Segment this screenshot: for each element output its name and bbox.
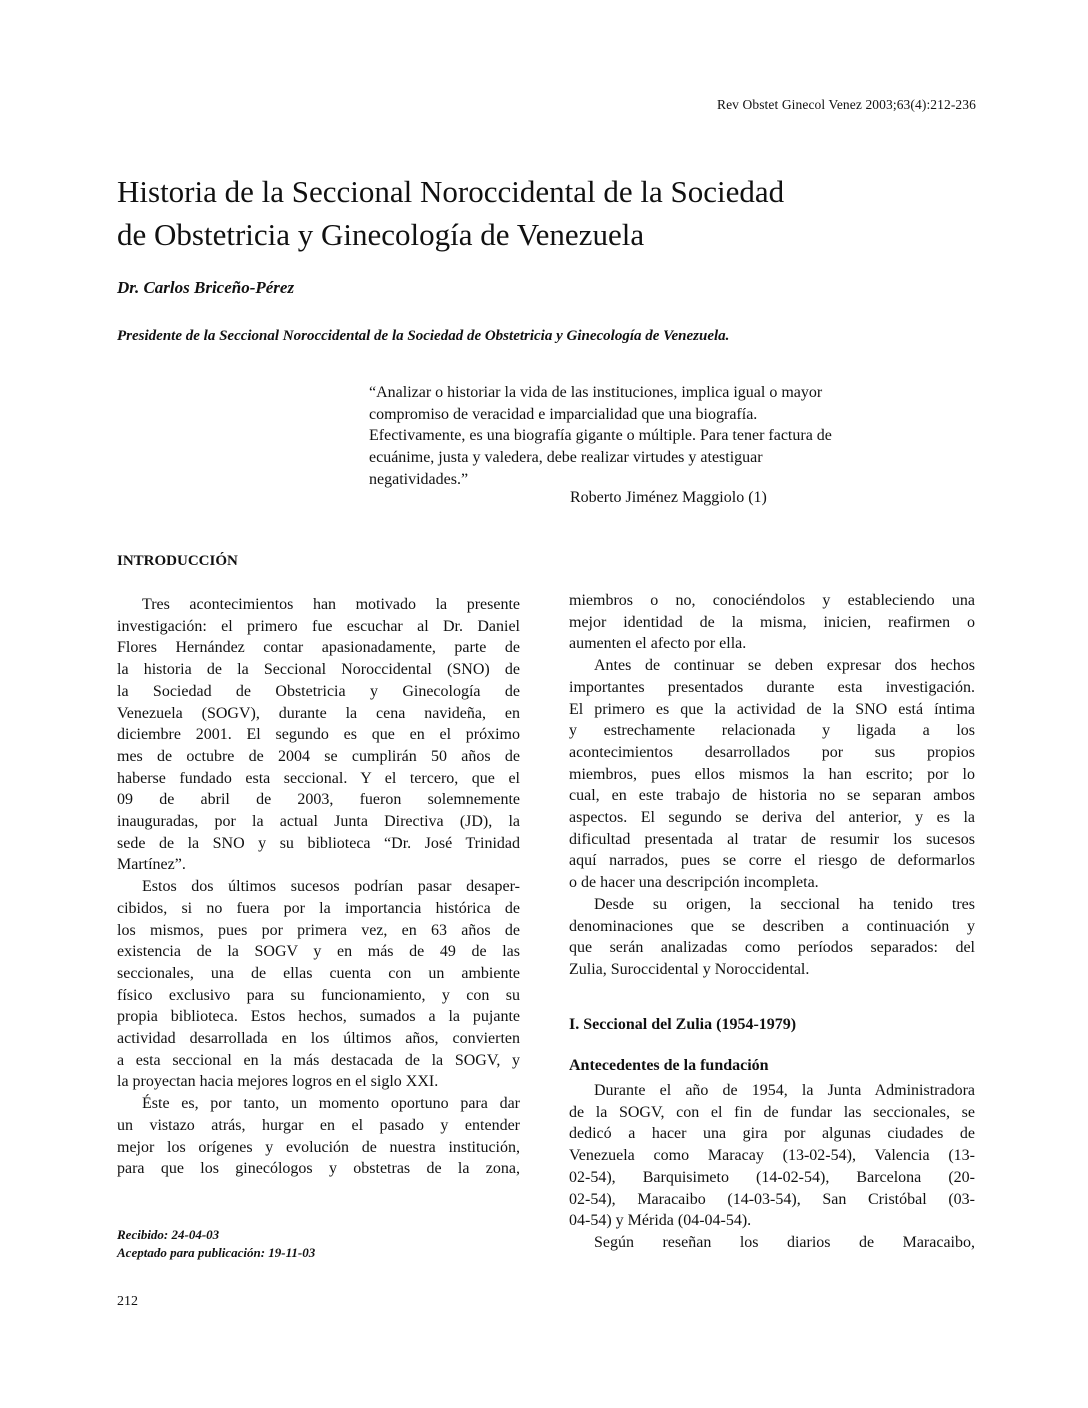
text-line: acontecimientos desarrollados por sus propios [569, 743, 975, 761]
text-line: diciembre 2001. El segundo es que en el próximo [117, 726, 520, 744]
text-line: actividad desarrollada en los últimos años, convierten [117, 1030, 520, 1048]
received-dates [117, 1226, 315, 1262]
text-line: propia biblioteca. Estos hechos, sumados a la pujante [117, 1008, 520, 1026]
text-line: dificultad presentada al tratar de resumir los sucesos [569, 830, 975, 848]
epigraph-quote [369, 382, 969, 491]
text-line: la historia de la Seccional Noroccidental (SNO) de [117, 661, 520, 679]
page-number: 212 [117, 1294, 138, 1309]
subsection-heading-antecedentes: Antecedentes de la fundación [569, 1057, 769, 1074]
text-line: dedicó a hacer una gira por algunas ciudades de [569, 1125, 975, 1143]
accepted-date: Aceptado para publicación: 19-11-03 [117, 1245, 316, 1260]
text-line: cual, en este trabajo de historia no se separan ambos [569, 787, 975, 805]
text-line: y estrechamente relacionada y ligada a los [569, 722, 975, 740]
text-line: Venezuela como Maracay (13-02-54), Valencia (13- [569, 1147, 975, 1165]
text-line: un vistazo atrás, hurgar en el pasado y entender [117, 1116, 520, 1134]
text-line: Durante el año de 1954, la Junta Administradora [594, 1082, 975, 1099]
text-line: aspectos. El segundo se deriva del anterior, y es la [569, 809, 975, 827]
text-line: a esta seccional en la más destacada de la SOGV, y [117, 1051, 520, 1069]
epigraph-line: Efectivamente, es una biografía gigante o múltiple. Para tener factura de [369, 427, 832, 445]
text-line: Éste es, por tanto, un momento oportuno para dar [142, 1095, 520, 1113]
text-line: para que los ginecólogos y obstetras de la zona, [117, 1160, 520, 1178]
section-heading-introduction: INTRODUCCIÓN [117, 553, 238, 569]
text-line: mes de octubre de 2004 se cumplirán 50 años de [117, 747, 520, 765]
epigraph-line: ecuánime, justa y valedera, debe realizar virtudes y atestiguar [369, 449, 763, 467]
title-line-1: Historia de la Seccional Noroccidental de la Sociedad [117, 174, 785, 209]
text-line: mejor los orígenes y evolución de nuestra institución, [117, 1138, 520, 1156]
text-line: físico exclusivo para su funcionamiento, y con su [117, 986, 520, 1004]
text-line: sede de la SNO y su biblioteca “Dr. José Trinidad [117, 834, 520, 852]
text-line: Desde su origen, la seccional ha tenido tres [594, 895, 975, 913]
text-line: los mismos, pues por primera vez, en 63 años de [117, 921, 520, 939]
text-line: Martínez”. [117, 856, 186, 874]
author-name: Dr. Carlos Briceño-Pérez [117, 278, 295, 297]
text-line: Venezuela (SOGV), durante la cena navideña, en [117, 704, 520, 722]
text-line: Zulia, Suroccidental y Noroccidental. [569, 960, 810, 978]
section-heading-seccional-zulia: I. Seccional del Zulia (1954-1979) [569, 1016, 797, 1033]
received-date: Recibido: 24-04-03 [117, 1227, 220, 1242]
text-line: Estos dos últimos sucesos podrían pasar desaper- [142, 878, 520, 896]
epigraph-line: negatividades.” [369, 470, 469, 488]
text-line: El primero es que la actividad de la SNO está íntima [569, 700, 975, 718]
text-line: 04-54) y Mérida (04-04-54). [569, 1212, 752, 1230]
epigraph-line: compromiso de veracidad e imparcialidad que una biografía. [369, 405, 758, 423]
text-line: Según reseñan los diarios de Maracaibo, [594, 1233, 975, 1251]
text-line: de la SOGV, con el fin de fundar las seccionales, se [569, 1103, 975, 1121]
article-title [117, 170, 917, 256]
text-line: existencia de la SOGV y en más de 49 de las [117, 943, 520, 961]
text-line: la Sociedad de Obstetricia y Ginecología de [117, 682, 520, 700]
text-line: seccionales, una de ellas cuenta con un ambiente [117, 964, 520, 982]
text-line: haberse fundado esta seccional. Y el tercero, que el [117, 769, 520, 787]
text-line: Antes de continuar se deben expresar dos hechos [594, 657, 975, 675]
author-affiliation: Presidente de la Seccional Noroccidental de la Sociedad de Obstetricia y Ginecología de Venezuela. [117, 328, 730, 344]
text-line: denominaciones que se describen a continuación y [569, 917, 975, 935]
text-line: Tres acontecimientos han motivado la presente [142, 596, 520, 613]
text-line: miembros, pues ellos mismos la han escrito; por lo [569, 765, 975, 783]
text-line: Flores Hernández contar apasionadamente, parte de [117, 639, 520, 657]
text-line: miembros o no, conociéndolos y estableciendo una [569, 592, 975, 609]
text-line: cibidos, si no fuera por la importancia histórica de [117, 899, 520, 917]
right-column-text [569, 590, 975, 981]
text-line: mejor identidad de la misma, inicien, reafirmen o [569, 613, 975, 631]
text-line: o de hacer una descripción incompleta. [569, 874, 819, 892]
epigraph-line: “Analizar o historiar la vida de las instituciones, implica igual o mayor [369, 384, 823, 401]
text-line: que serán analizadas como períodos separados: del [569, 939, 975, 957]
text-line: inauguradas, por la actual Junta Directiva (JD), la [117, 813, 520, 831]
text-line: 02-54), Barquisimeto (14-02-54), Barcelona (20- [569, 1168, 975, 1186]
text-line: 02-54), Maracaibo (14-03-54), San Cristóbal (03- [569, 1190, 975, 1208]
right-column-text-continued [569, 1080, 975, 1254]
left-column-text [117, 594, 520, 1180]
text-line: investigación: el primero fue escuchar al Dr. Daniel [117, 617, 520, 635]
text-line: la proyectan hacia mejores logros en el siglo XXI. [117, 1073, 439, 1091]
title-line-2: de Obstetricia y Ginecología de Venezuela [117, 217, 645, 252]
journal-reference: Rev Obstet Ginecol Venez 2003;63(4):212-236 [716, 97, 976, 112]
text-line: 09 de abril de 2003, fueron solemnemente [117, 791, 520, 809]
epigraph-attribution: Roberto Jiménez Maggiolo (1) [570, 489, 767, 506]
text-line: importantes presentados durante esta investigación. [569, 678, 975, 696]
text-line: aquí narrados, pues se corre el riesgo de deformarlos [569, 852, 975, 870]
text-line: aumenten el afecto por ella. [569, 635, 747, 653]
